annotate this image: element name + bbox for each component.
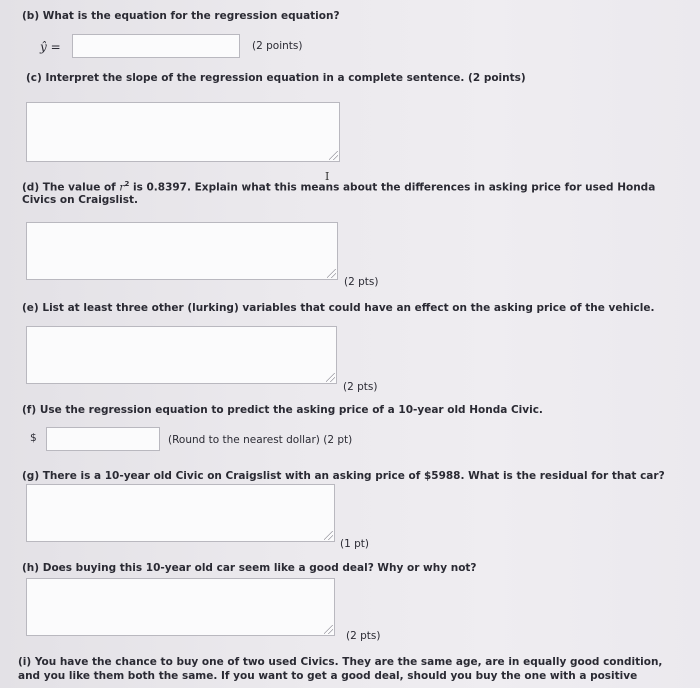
rounding-hint: (Round to the nearest dollar) (2 pt) bbox=[168, 434, 353, 446]
regression-equation-input[interactable] bbox=[72, 34, 240, 58]
predicted-price-input[interactable] bbox=[46, 427, 160, 451]
good-deal-textarea[interactable] bbox=[26, 578, 335, 636]
question-b: (b) What is the equation for the regression equation? bbox=[22, 10, 340, 22]
question-e: (e) List at least three other (lurking) variables that could have an effect on the asking price of the vehicle. bbox=[22, 302, 655, 314]
question-d-text-2: is 0.8397. Explain what this means about the differences in asking price for used Honda bbox=[129, 181, 656, 194]
resize-handle-icon[interactable] bbox=[329, 151, 338, 160]
yhat-label: ŷ = bbox=[40, 40, 61, 54]
question-h: (h) Does buying this 10-year old car seem like a good deal? Why or why not? bbox=[22, 562, 477, 574]
question-g: (g) There is a 10-year old Civic on Craigslist with an asking price of $5988. What is the residual for that car? bbox=[22, 470, 665, 482]
text-cursor-icon: I bbox=[325, 170, 330, 183]
r-variable: r bbox=[119, 181, 125, 194]
resize-handle-icon[interactable] bbox=[327, 269, 336, 278]
resize-handle-icon[interactable] bbox=[324, 531, 333, 540]
resize-handle-icon[interactable] bbox=[326, 373, 335, 382]
points-d: (2 pts) bbox=[344, 276, 379, 288]
residual-textarea[interactable] bbox=[26, 484, 335, 542]
currency-symbol: $ bbox=[30, 432, 37, 444]
question-d bbox=[22, 180, 655, 194]
points-e: (2 pts) bbox=[343, 381, 378, 393]
r-squared-explanation-textarea[interactable] bbox=[26, 222, 338, 280]
r-exponent: 2 bbox=[124, 180, 130, 188]
question-c: (c) Interpret the slope of the regression equation in a complete sentence. (2 points) bbox=[26, 72, 526, 84]
question-f: (f) Use the regression equation to predict the asking price of a 10-year old Honda Civic. bbox=[22, 404, 543, 416]
points-g: (1 pt) bbox=[340, 538, 369, 550]
points-h: (2 pts) bbox=[346, 630, 381, 642]
question-d-line-2: Civics on Craigslist. bbox=[22, 194, 139, 206]
lurking-variables-textarea[interactable] bbox=[26, 326, 337, 384]
resize-handle-icon[interactable] bbox=[324, 625, 333, 634]
question-d-text-1: (d) The value of bbox=[22, 181, 120, 194]
question-i-line-2: and you like them both the same. If you want to get a good deal, should you buy the one with a positive bbox=[18, 670, 638, 682]
question-i-line-1: (i) You have the chance to buy one of two used Civics. They are the same age, are in equally good condition, bbox=[18, 656, 663, 668]
points-b: (2 points) bbox=[252, 40, 303, 52]
slope-interpretation-textarea[interactable] bbox=[26, 102, 340, 162]
